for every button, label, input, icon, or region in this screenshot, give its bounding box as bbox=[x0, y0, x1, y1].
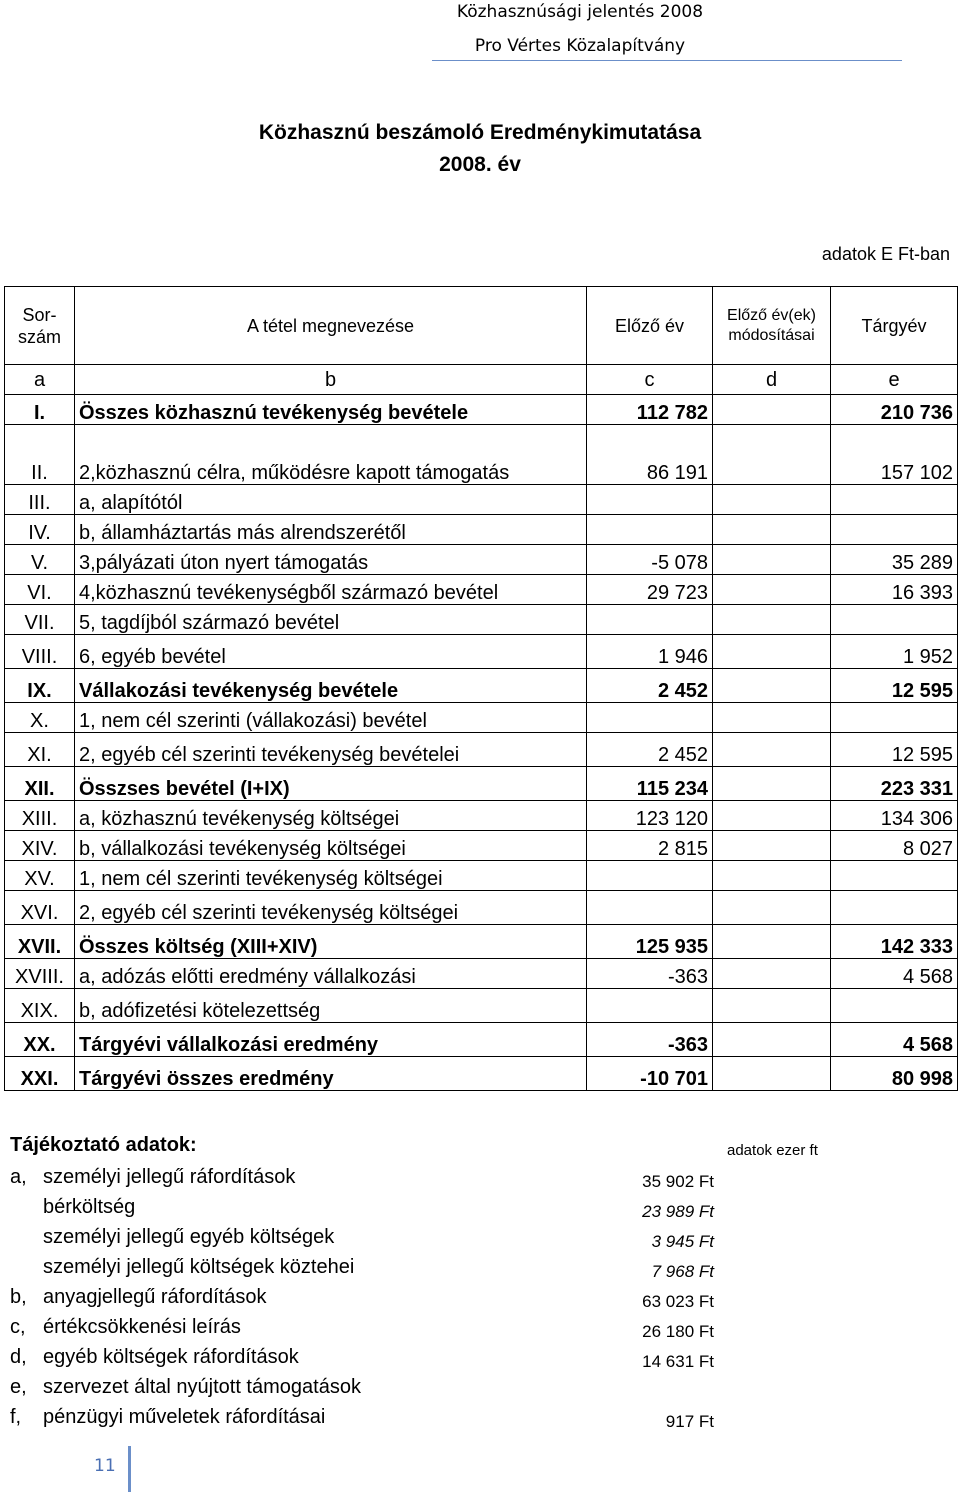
row-number: II. bbox=[5, 425, 75, 485]
row-curr-value bbox=[831, 703, 958, 733]
row-name: Összses bevétel (I+IX) bbox=[75, 767, 587, 801]
row-mod-value bbox=[713, 635, 831, 669]
row-prev-value bbox=[587, 861, 713, 891]
col-header-name: A tétel megnevezése bbox=[75, 287, 587, 365]
row-name: 1, nem cél szerinti tevékenység költségei bbox=[75, 861, 587, 891]
row-mod-value bbox=[713, 1023, 831, 1057]
row-number: XVIII. bbox=[5, 959, 75, 989]
header-org-name: Pro Vértes Közalapítvány bbox=[474, 36, 686, 56]
row-number: I. bbox=[5, 395, 75, 425]
info-item-value: 3 945 Ft bbox=[651, 1232, 714, 1251]
row-curr-value bbox=[831, 891, 958, 925]
row-prev-value: 123 120 bbox=[587, 801, 713, 831]
row-curr-value: 142 333 bbox=[831, 925, 958, 959]
table-letter-row bbox=[5, 365, 958, 395]
row-mod-value bbox=[713, 425, 831, 485]
row-mod-value bbox=[713, 575, 831, 605]
row-prev-value: 29 723 bbox=[587, 575, 713, 605]
row-curr-value: 210 736 bbox=[831, 395, 958, 425]
unit-note: adatok E Ft-ban bbox=[821, 244, 950, 264]
row-mod-value bbox=[713, 831, 831, 861]
row-name: a, alapítótól bbox=[75, 485, 587, 515]
info-item-letter: b, bbox=[10, 1286, 27, 1308]
info-item bbox=[0, 1256, 960, 1282]
row-number: XVI. bbox=[5, 891, 75, 925]
row-number: XIX. bbox=[5, 989, 75, 1023]
info-item bbox=[0, 1286, 960, 1312]
table-row bbox=[5, 1057, 958, 1091]
row-name: 1, nem cél szerinti (vállakozási) bevétel bbox=[75, 703, 587, 733]
info-item-value: 23 989 Ft bbox=[642, 1202, 714, 1221]
row-curr-value: 12 595 bbox=[831, 733, 958, 767]
row-name: 4,közhasznú tevékenységből származó bevétel bbox=[75, 575, 587, 605]
row-number: V. bbox=[5, 545, 75, 575]
table-row bbox=[5, 925, 958, 959]
row-curr-value bbox=[831, 515, 958, 545]
info-item-value: 7 968 Ft bbox=[651, 1262, 714, 1281]
row-number: XXI. bbox=[5, 1057, 75, 1091]
table-row bbox=[5, 703, 958, 733]
row-name: 6, egyéb bevétel bbox=[75, 635, 587, 669]
row-number: IV. bbox=[5, 515, 75, 545]
table-row bbox=[5, 485, 958, 515]
info-item-value: 35 902 Ft bbox=[642, 1172, 714, 1191]
table-row bbox=[5, 989, 958, 1023]
row-name: Tárgyévi összes eredmény bbox=[75, 1057, 587, 1091]
row-prev-value: -363 bbox=[587, 1023, 713, 1057]
row-number: VIII. bbox=[5, 635, 75, 669]
row-mod-value bbox=[713, 733, 831, 767]
row-prev-value: 115 234 bbox=[587, 767, 713, 801]
row-number: XX. bbox=[5, 1023, 75, 1057]
row-name: b, adófizetési kötelezettség bbox=[75, 989, 587, 1023]
row-name: 3,pályázati úton nyert támogatás bbox=[75, 545, 587, 575]
table-row bbox=[5, 1023, 958, 1057]
info-item bbox=[0, 1406, 960, 1432]
table-row bbox=[5, 669, 958, 703]
row-mod-value bbox=[713, 485, 831, 515]
table-row bbox=[5, 891, 958, 925]
row-name: 2,közhasznú célra, működésre kapott támogatás bbox=[75, 425, 587, 485]
info-item bbox=[0, 1166, 960, 1192]
info-item-value: 917 Ft bbox=[665, 1412, 714, 1431]
info-item-label: személyi jellegű egyéb költségek bbox=[43, 1226, 335, 1248]
row-number: IX. bbox=[5, 669, 75, 703]
row-name: a, közhasznú tevékenység költségei bbox=[75, 801, 587, 831]
row-mod-value bbox=[713, 891, 831, 925]
info-item-label: pénzügyi műveletek ráfordításai bbox=[43, 1406, 326, 1428]
row-mod-value bbox=[713, 767, 831, 801]
table-row bbox=[5, 395, 958, 425]
col-header-mod: Előző év(ek) módosításai bbox=[713, 287, 831, 365]
row-name: Összes közhasznú tevékenység bevétele bbox=[75, 395, 587, 425]
row-prev-value: 2 452 bbox=[587, 733, 713, 767]
row-name: Összes költség (XIII+XIV) bbox=[75, 925, 587, 959]
row-name: Tárgyévi vállalkozási eredmény bbox=[75, 1023, 587, 1057]
col-header-prev: Előző év bbox=[587, 287, 713, 365]
row-prev-value bbox=[587, 891, 713, 925]
info-title: Tájékoztató adatok: bbox=[10, 1134, 197, 1156]
row-mod-value bbox=[713, 545, 831, 575]
row-mod-value bbox=[713, 925, 831, 959]
table-row bbox=[5, 831, 958, 861]
page-number-bar bbox=[128, 1446, 131, 1492]
table-header-row bbox=[5, 287, 958, 365]
row-prev-value: -10 701 bbox=[587, 1057, 713, 1091]
letter-c: c bbox=[587, 365, 713, 395]
info-unit-note: adatok ezer ft bbox=[727, 1142, 818, 1159]
row-prev-value bbox=[587, 485, 713, 515]
info-item-letter: f, bbox=[10, 1406, 22, 1428]
info-item bbox=[0, 1376, 960, 1402]
page-subtitle-year: 2008. év bbox=[439, 153, 521, 176]
letter-e: e bbox=[831, 365, 958, 395]
row-mod-value bbox=[713, 395, 831, 425]
row-number: XII. bbox=[5, 767, 75, 801]
row-mod-value bbox=[713, 959, 831, 989]
row-name: 2, egyéb cél szerinti tevékenység bevételei bbox=[75, 733, 587, 767]
info-item-label: személyi jellegű költségek köztehei bbox=[43, 1256, 355, 1278]
info-item bbox=[0, 1316, 960, 1342]
row-curr-value: 12 595 bbox=[831, 669, 958, 703]
row-curr-value bbox=[831, 989, 958, 1023]
header-divider bbox=[432, 60, 902, 61]
row-curr-value bbox=[831, 605, 958, 635]
info-item bbox=[0, 1196, 960, 1222]
row-prev-value bbox=[587, 515, 713, 545]
row-curr-value: 1 952 bbox=[831, 635, 958, 669]
page-title: Közhasznú beszámoló Eredménykimutatása bbox=[258, 121, 702, 144]
row-prev-value: 112 782 bbox=[587, 395, 713, 425]
row-number: III. bbox=[5, 485, 75, 515]
row-mod-value bbox=[713, 861, 831, 891]
row-curr-value: 8 027 bbox=[831, 831, 958, 861]
letter-b: b bbox=[75, 365, 587, 395]
row-curr-value: 4 568 bbox=[831, 1023, 958, 1057]
info-item-letter: e, bbox=[10, 1376, 27, 1398]
row-prev-value bbox=[587, 703, 713, 733]
row-number: XI. bbox=[5, 733, 75, 767]
table-row bbox=[5, 861, 958, 891]
letter-a: a bbox=[5, 365, 75, 395]
row-number: XV. bbox=[5, 861, 75, 891]
row-curr-value: 35 289 bbox=[831, 545, 958, 575]
row-name: b, vállalkozási tevékenység költségei bbox=[75, 831, 587, 861]
letter-d: d bbox=[713, 365, 831, 395]
row-curr-value bbox=[831, 485, 958, 515]
row-prev-value: 1 946 bbox=[587, 635, 713, 669]
row-prev-value: 86 191 bbox=[587, 425, 713, 485]
info-item-label: értékcsökkenési leírás bbox=[43, 1316, 241, 1338]
row-prev-value: 125 935 bbox=[587, 925, 713, 959]
col-header-sorszam: Sor-szám bbox=[5, 287, 75, 365]
table-row bbox=[5, 605, 958, 635]
row-name: 2, egyéb cél szerinti tevékenység költségei bbox=[75, 891, 587, 925]
table-row bbox=[5, 575, 958, 605]
row-number: VII. bbox=[5, 605, 75, 635]
row-number: XIII. bbox=[5, 801, 75, 831]
row-curr-value: 157 102 bbox=[831, 425, 958, 485]
row-name: a, adózás előtti eredmény vállalkozási bbox=[75, 959, 587, 989]
row-mod-value bbox=[713, 801, 831, 831]
row-prev-value: 2 815 bbox=[587, 831, 713, 861]
info-item-value: 26 180 Ft bbox=[642, 1322, 714, 1341]
info-item bbox=[0, 1346, 960, 1372]
table-row bbox=[5, 425, 958, 485]
row-curr-value: 223 331 bbox=[831, 767, 958, 801]
row-prev-value: -5 078 bbox=[587, 545, 713, 575]
row-number: XVII. bbox=[5, 925, 75, 959]
info-item-letter: c, bbox=[10, 1316, 26, 1338]
info-item-label: szervezet által nyújtott támogatások bbox=[43, 1376, 361, 1398]
row-curr-value: 16 393 bbox=[831, 575, 958, 605]
header-org-report: Közhasznúsági jelentés 2008 bbox=[456, 2, 704, 22]
row-mod-value bbox=[713, 605, 831, 635]
row-name: b, államháztartás más alrendszerétől bbox=[75, 515, 587, 545]
table-row bbox=[5, 733, 958, 767]
info-item-letter: d, bbox=[10, 1346, 27, 1368]
row-number: VI. bbox=[5, 575, 75, 605]
info-item-value: 63 023 Ft bbox=[642, 1292, 714, 1311]
row-mod-value bbox=[713, 989, 831, 1023]
table-row bbox=[5, 801, 958, 831]
table-row bbox=[5, 767, 958, 801]
table-row bbox=[5, 545, 958, 575]
row-prev-value bbox=[587, 989, 713, 1023]
page-number: 11 bbox=[94, 1456, 116, 1476]
row-name: 5, tagdíjból származó bevétel bbox=[75, 605, 587, 635]
row-prev-value: -363 bbox=[587, 959, 713, 989]
table-row bbox=[5, 635, 958, 669]
info-item-label: anyagjellegű ráfordítások bbox=[43, 1286, 267, 1308]
row-prev-value bbox=[587, 605, 713, 635]
table-row bbox=[5, 515, 958, 545]
row-number: XIV. bbox=[5, 831, 75, 861]
row-mod-value bbox=[713, 1057, 831, 1091]
info-item-label: bérköltség bbox=[43, 1196, 136, 1218]
row-mod-value bbox=[713, 669, 831, 703]
row-curr-value: 4 568 bbox=[831, 959, 958, 989]
row-curr-value: 134 306 bbox=[831, 801, 958, 831]
info-item-label: személyi jellegű ráfordítások bbox=[43, 1166, 296, 1188]
col-header-curr: Tárgyév bbox=[831, 287, 958, 365]
row-prev-value: 2 452 bbox=[587, 669, 713, 703]
income-statement-table bbox=[4, 286, 958, 1091]
info-item-letter: a, bbox=[10, 1166, 27, 1188]
table-row bbox=[5, 959, 958, 989]
row-mod-value bbox=[713, 703, 831, 733]
info-item-label: egyéb költségek ráfordítások bbox=[43, 1346, 299, 1368]
row-mod-value bbox=[713, 515, 831, 545]
info-item-value: 14 631 Ft bbox=[642, 1352, 714, 1371]
row-curr-value: 80 998 bbox=[831, 1057, 958, 1091]
info-item bbox=[0, 1226, 960, 1252]
row-number: X. bbox=[5, 703, 75, 733]
row-curr-value bbox=[831, 861, 958, 891]
row-name: Vállakozási tevékenység bevétele bbox=[75, 669, 587, 703]
